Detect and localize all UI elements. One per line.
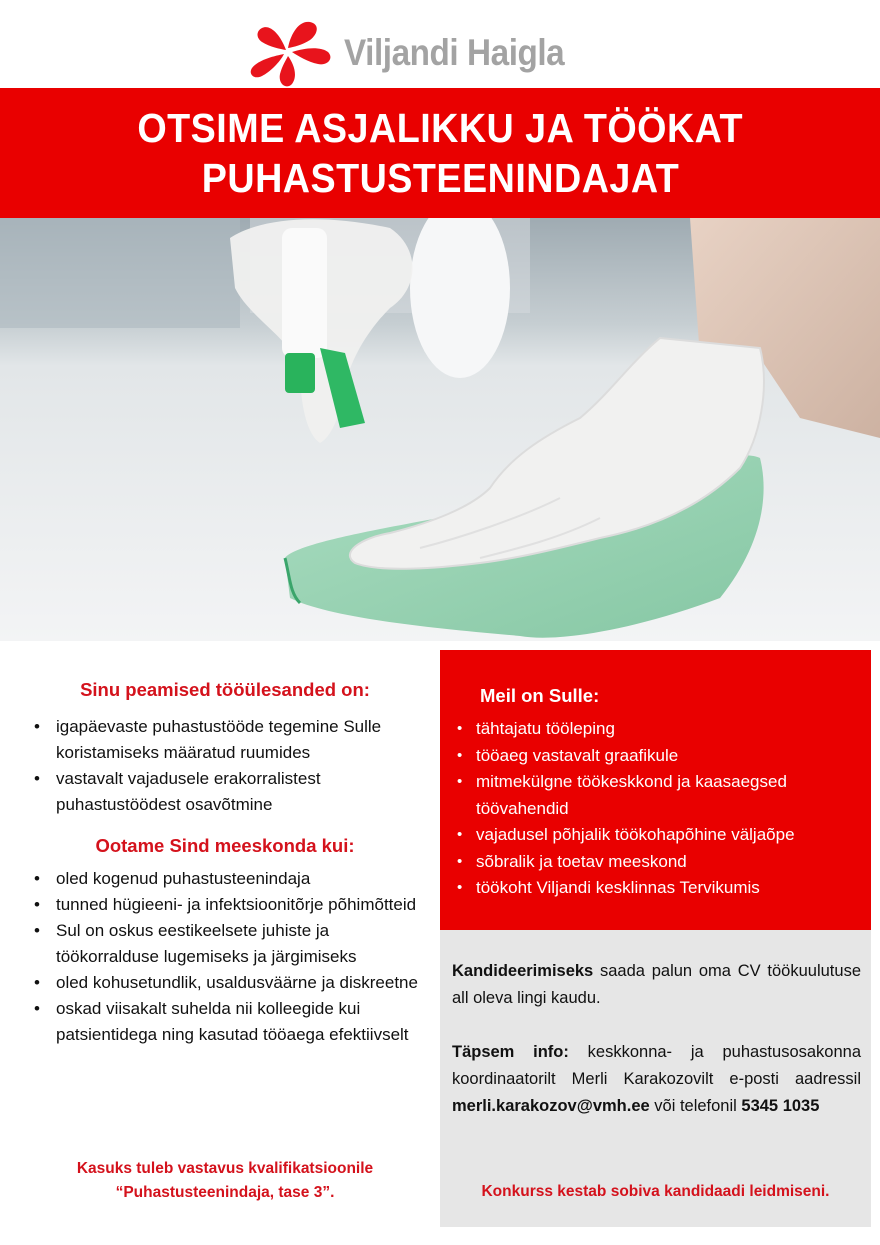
cleaning-photo: [0, 218, 880, 641]
requirements-list: [30, 866, 420, 1048]
left-column: [30, 678, 420, 1048]
phone-number[interactable]: 5345 1035: [741, 1097, 820, 1115]
offer-list: [456, 716, 851, 902]
info-text: keskkonna- ja puhastusosakonna koordinaatorilt Merli Karakozovilt e-posti aadressil: [452, 1043, 861, 1088]
list-item: • vajadusel põhjalik töökohapõhine väljaõpe: [456, 822, 851, 849]
offer-heading: Meil on Sulle:: [480, 685, 600, 706]
list-item: • tunned hügieeni- ja infektsioonitõrje põhimõtteid: [30, 892, 420, 918]
list-item: • Sul on oskus eestikeelsete juhiste ja töökorralduse lugemiseks ja järgimiseks: [30, 918, 420, 970]
email-link[interactable]: merli.karakozov@vmh.ee: [452, 1097, 650, 1115]
list-item: • oskad viisakalt suhelda nii kolleegide kui patsientidega ning kasutad tööaega efektiivselt: [30, 996, 420, 1048]
duties-heading: Sinu peamised tööülesanded on:: [80, 679, 370, 700]
qualification-note: [30, 1157, 420, 1205]
gloved-hand-cleaning-image: [0, 218, 880, 641]
requirements-heading: Ootame Sind meeskonda kui:: [95, 835, 355, 856]
list-item: • vastavalt vajadusele erakorralistest puhastustöödest osavõtmine: [30, 766, 420, 818]
title-line-2: PUHASTUSTEENINDAJAT: [201, 155, 679, 201]
list-item: • oled kogenud puhastusteenindaja: [30, 866, 420, 892]
info-paragraph: [452, 1039, 861, 1120]
logo-text: Viljandi Haigla: [344, 32, 565, 73]
list-item: • oled kohusetundlik, usaldusväärne ja diskreetne: [30, 970, 420, 996]
list-item: • igapäevaste puhastustööde tegemine Sulle koristamiseks määratud ruumides: [30, 714, 420, 766]
list-item: • töökoht Viljandi kesklinnas Tervikumis: [456, 875, 851, 902]
logo: [240, 14, 600, 88]
flower-logo-icon: [240, 14, 340, 88]
apply-box: [440, 930, 871, 1227]
list-item: • tähtajatu tööleping: [456, 716, 851, 743]
qualification-note-line-2: “Puhastusteenindaja, tase 3”.: [115, 1184, 335, 1201]
info-label: Täpsem info:: [452, 1043, 569, 1061]
duties-list: [30, 714, 420, 818]
deadline-note: Konkurss kestab sobiva kandidaadi leidmiseni.: [481, 1183, 830, 1200]
or-text: või telefonil: [649, 1097, 742, 1115]
apply-text: saada palun oma CV töökuulutuse all oleva lingi kaudu.: [452, 962, 861, 1007]
title-banner: [0, 88, 880, 218]
list-item: • tööaeg vastavalt graafikule: [456, 743, 851, 770]
apply-paragraph: [452, 958, 861, 1012]
qualification-note-line-1: Kasuks tuleb vastavus kvalifikatsioonile: [76, 1160, 374, 1177]
offer-box: [440, 650, 871, 930]
apply-label: Kandideerimiseks: [452, 962, 594, 980]
title-line-1: OTSIME ASJALIKKU JA TÖÖKAT: [137, 105, 743, 151]
list-item: • sõbralik ja toetav meeskond: [456, 849, 851, 876]
list-item: • mitmekülgne töökeskkond ja kaasaegsed töövahendid: [456, 769, 851, 822]
